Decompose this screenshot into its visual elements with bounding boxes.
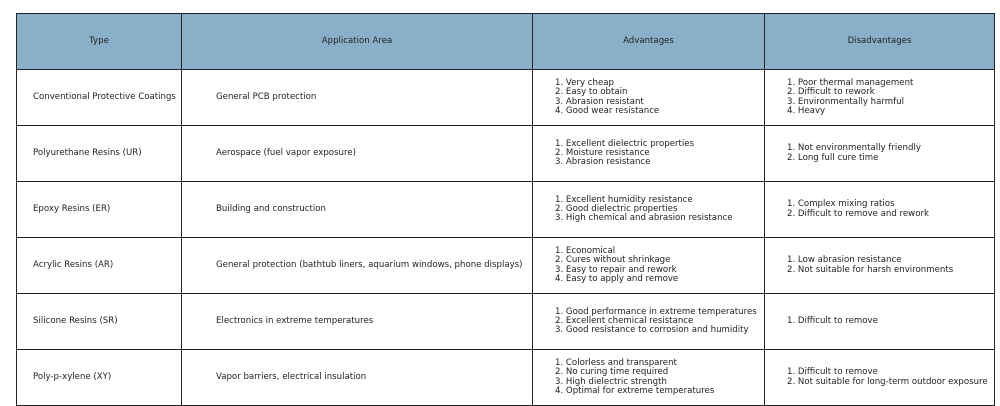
cell-disadvantages — [765, 126, 995, 182]
cell-advantages — [533, 238, 765, 294]
disadvantage-item: 1. Difficult to remove — [787, 315, 878, 326]
cell-advantages — [533, 350, 765, 406]
advantage-item: 2. Good dielectric properties — [555, 203, 678, 214]
cell-type: Conventional Protective Coatings — [17, 70, 182, 126]
disadvantage-item: 2. Difficult to rework — [787, 87, 875, 98]
advantage-item: 2. Cures without shrinkage — [555, 255, 671, 266]
disadvantage-item: 1. Poor thermal management — [787, 77, 914, 88]
cell-advantages — [533, 182, 765, 238]
disadvantage-item: 1. Difficult to remove — [787, 367, 878, 378]
coatings-comparison-table — [16, 13, 995, 406]
header-application-area: Application Area — [182, 14, 533, 70]
table-row — [17, 70, 995, 126]
advantage-item: 1. Good performance in extreme temperatures — [555, 306, 757, 317]
disadvantage-item: 2. Not suitable for harsh environments — [787, 264, 954, 275]
cell-application-area: General PCB protection — [182, 70, 533, 126]
cell-advantages — [533, 126, 765, 182]
disadvantage-item: 2. Not suitable for long-term outdoor exposure — [787, 376, 988, 387]
table-body — [17, 70, 995, 406]
advantage-item: 2. Easy to obtain — [555, 87, 628, 98]
cell-advantages — [533, 70, 765, 126]
advantage-item: 2. No curing time required — [555, 367, 669, 378]
cell-application-area: Electronics in extreme temperatures — [182, 294, 533, 350]
header-type: Type — [17, 14, 182, 70]
table-row — [17, 238, 995, 294]
cell-disadvantages — [765, 238, 995, 294]
advantage-item: 3. Good resistance to corrosion and humidity — [555, 325, 749, 336]
disadvantage-item: 3. Environmentally harmful — [787, 96, 904, 107]
advantage-item: 3. High chemical and abrasion resistance — [555, 213, 733, 224]
disadvantage-item: 1. Complex mixing ratios — [787, 199, 895, 210]
table-row — [17, 182, 995, 238]
cell-application-area: Vapor barriers, electrical insulation — [182, 350, 533, 406]
advantage-item: 3. Abrasion resistance — [555, 157, 651, 168]
advantage-item: 3. Abrasion resistant — [555, 96, 644, 107]
cell-application-area: General protection (bathtub liners, aquarium windows, phone displays) — [182, 238, 533, 294]
advantage-item: 2. Moisture resistance — [555, 147, 650, 158]
table-row — [17, 294, 995, 350]
cell-type: Silicone Resins (SR) — [17, 294, 182, 350]
header-disadvantages: Disadvantages — [765, 14, 995, 70]
cell-type: Poly-p-xylene (XY) — [17, 350, 182, 406]
advantage-item: 1. Economical — [555, 245, 616, 256]
cell-type: Epoxy Resins (ER) — [17, 182, 182, 238]
advantage-item: 4. Good wear resistance — [555, 105, 660, 116]
header-advantages: Advantages — [533, 14, 765, 70]
disadvantage-item: 2. Long full cure time — [787, 152, 879, 163]
disadvantage-item: 1. Not environmentally friendly — [787, 143, 921, 154]
advantage-item: 1. Colorless and transparent — [555, 357, 677, 368]
cell-disadvantages — [765, 294, 995, 350]
table-header-row — [17, 14, 995, 70]
cell-type: Acrylic Resins (AR) — [17, 238, 182, 294]
advantage-item: 1. Excellent dielectric properties — [555, 138, 695, 149]
cell-disadvantages — [765, 70, 995, 126]
cell-type: Polyurethane Resins (UR) — [17, 126, 182, 182]
cell-advantages — [533, 294, 765, 350]
table-row — [17, 126, 995, 182]
advantage-item: 4. Easy to apply and remove — [555, 273, 679, 284]
cell-application-area: Aerospace (fuel vapor exposure) — [182, 126, 533, 182]
cell-application-area: Building and construction — [182, 182, 533, 238]
advantage-item: 2. Excellent chemical resistance — [555, 315, 694, 326]
advantage-item: 3. Easy to repair and rework — [555, 264, 677, 275]
advantage-item: 1. Very cheap — [555, 77, 614, 88]
advantage-item: 4. Optimal for extreme temperatures — [555, 385, 715, 396]
coatings-table-container — [16, 13, 994, 394]
cell-disadvantages — [765, 350, 995, 406]
disadvantage-item: 1. Low abrasion resistance — [787, 255, 902, 266]
table-row — [17, 350, 995, 406]
disadvantage-item: 4. Heavy — [787, 105, 826, 116]
advantage-item: 1. Excellent humidity resistance — [555, 194, 693, 205]
disadvantage-item: 2. Difficult to remove and rework — [787, 208, 929, 219]
advantage-item: 3. High dielectric strength — [555, 376, 667, 387]
cell-disadvantages — [765, 182, 995, 238]
